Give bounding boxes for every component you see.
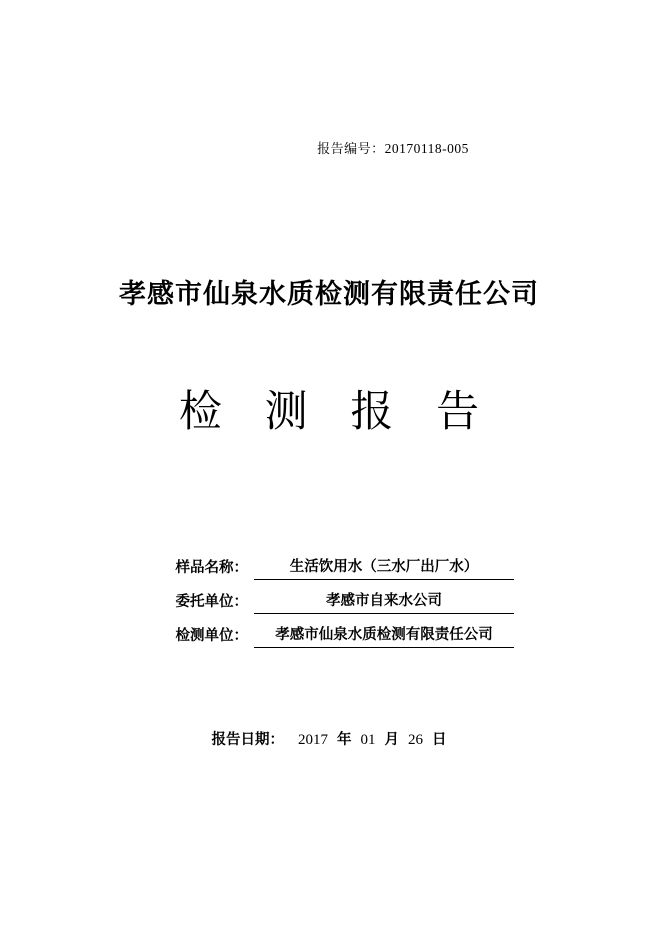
field-row	[144, 589, 514, 614]
sample-name-label: 样品名称：	[175, 560, 248, 576]
report-date-year: 2017	[298, 732, 328, 748]
report-number-label: 报告编号：	[317, 141, 385, 156]
field-row	[144, 555, 514, 580]
report-number	[0, 138, 658, 157]
client-unit-value: 孝感市自来水公司	[254, 589, 514, 614]
report-date-label: 报告日期：	[211, 732, 284, 748]
field-row	[144, 623, 514, 648]
report-date	[0, 728, 658, 749]
client-unit-label: 委托单位：	[175, 594, 248, 610]
sample-name-value: 生活饮用水（三水厂出厂水）	[254, 555, 514, 580]
report-date-month-unit: 月	[384, 732, 399, 748]
report-date-day: 26	[408, 732, 423, 748]
report-number-value: 20170118-005	[384, 141, 469, 156]
report-date-month: 01	[360, 732, 376, 748]
testing-unit-value: 孝感市仙泉水质检测有限责任公司	[254, 623, 514, 648]
field-list	[0, 555, 658, 657]
company-title: 孝感市仙泉水质检测有限责任公司	[119, 279, 539, 309]
report-date-year-unit: 年	[337, 732, 352, 748]
testing-unit-label: 检测单位：	[175, 628, 248, 644]
document-title: 检 测 报 告	[178, 389, 496, 436]
report-date-day-unit: 日	[432, 732, 447, 748]
